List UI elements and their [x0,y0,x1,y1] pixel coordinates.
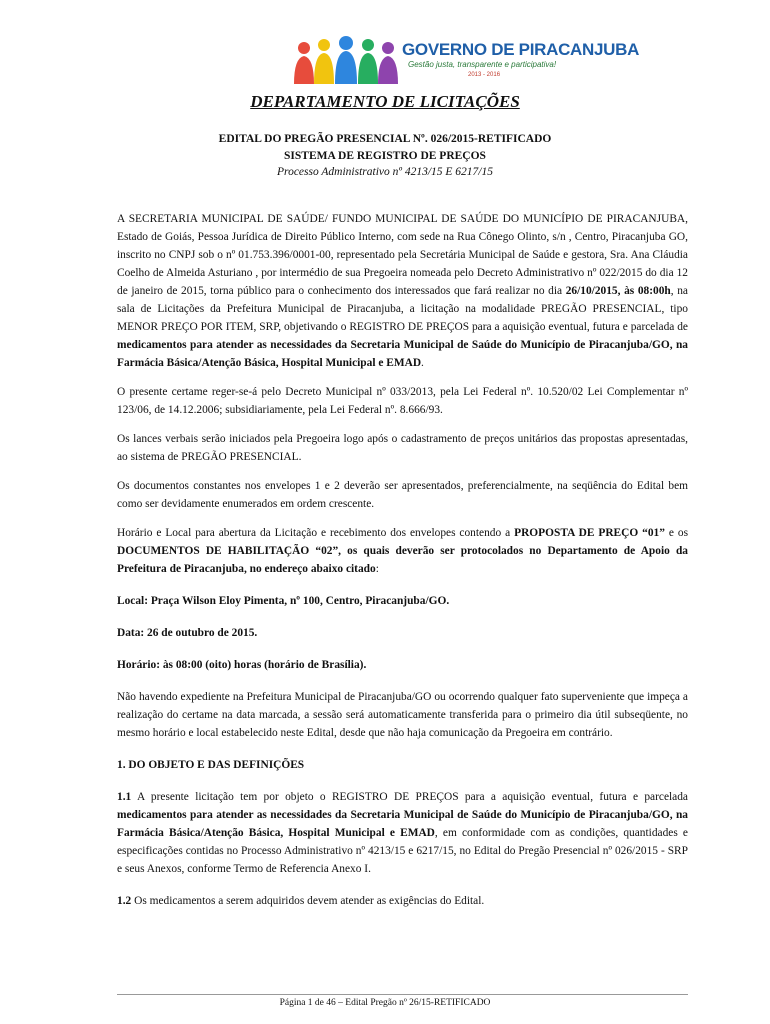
local-line: Local: Praça Wilson Eloy Pimenta, nº 100, Centro, Piracanjuba/GO. [117,595,450,607]
municipal-logo [290,36,640,86]
opening-paragraph: Horário e Local para abertura da Licitação e recebimento dos envelopes contendo a PROPOSTA DE PREÇO “01” e os DOCUMENTOS DE HABILITAÇÃO “02”, os quais deverão ser protocolados no Departamento de Apoio da Prefeitura de Piracanjuba, no endereço abaixo citado: [117,527,689,575]
legal-basis-paragraph: O presente certame reger-se-á pelo Decreto Municipal nº 033/2013, pela Lei Federal nº. 10.520/02 Lei Complementar nº 123/06, de 14.12.2006; subsidiariamente, pela Lei Federal nº. 8.666/93. [117,386,688,416]
logo-slogan: Gestão justa, transparente e participativa! [408,60,557,69]
process-number: Processo Administrativo nº 4213/15 E 6217/15 [277,166,493,178]
system-title: SISTEMA DE REGISTRO DE PREÇOS [284,150,486,162]
people-emblem-icon [290,36,402,86]
time-line: Horário: às 08:00 (oito) horas (horário de Brasília). [117,659,367,671]
date-line: Data: 26 de outubro de 2015. [117,627,258,639]
clause-1-1: 1.1 A presente licitação tem por objeto o REGISTRO DE PREÇOS para a aquisição eventual, futura e parcelada medicamentos para atender as necessidades da Secretaria Municipal de Saúde do Município de Piracanjuba/GO, na Farmácia Básica/Atenção Básica, Hospital Municipal e EMAD, em conformidade com as condições, quantidades e especificações contidas no Processo Administrativo nº 4213/15 e 6217/15, no Edital do Pregão Presencial nº 026/2015 - SRP e seus Anexos, conforme Termo de Referencia Anexo I. [117,791,688,875]
transfer-paragraph: Não havendo expediente na Prefeitura Municipal de Piracanjuba/GO ou ocorrendo qualquer fato superveniente que impeça a realização do certame na data marcada, a sessão será automaticamente transferida para o primeiro dia útil subseqüente, no mesmo horário e local estabelecido neste Edital, desde que não haja comunicação da Pregoeira em contrário. [117,691,688,739]
edital-title: EDITAL DO PREGÃO PRESENCIAL Nº. 026/2015-RETIFICADO [218,133,552,145]
document-body [117,210,688,910]
page-footer: Página 1 de 46 – Edital Pregão nº 26/15-RETIFICADO [279,998,491,1008]
intro-paragraph: A SECRETARIA MUNICIPAL DE SAÚDE/ FUNDO MUNICIPAL DE SAÚDE DO MUNICÍPIO DE PIRACANJUBA, Estado de Goiás, Pessoa Jurídica de Direito Público Interno, com sede na Rua Cônego Olinto, s/n , Centro, Piracanjuba GO, inscrito no CNPJ sob o nº 01.753.396/0001-00, representado pela Secretária Municipal de Saúde e gestora, Sra. Ana Cláudia Coelho de Almeida Asturiano , por intermédio de sua Pregoeira nomeada pelo Decreto Administrativo nº 022/2015 do dia 12 de janeiro de 2015, torna público para o conhecimento dos interessados que fará realizar no dia 26/10/2015, às 08:00h, na sala de Licitações da Prefeitura Municipal de Piracanjuba, a licitação na modalidade PREGÃO PRESENCIAL, tipo MENOR PREÇO POR ITEM, SRP, objetivando o REGISTRO DE PREÇOS para a aquisição eventual, futura e parcelada de medicamentos para atender as necessidades da Secretaria Municipal de Saúde do Município de Piracanjuba/GO, na Farmácia Básica/Atenção Básica, Hospital Municipal e EMAD. [117,213,688,369]
documents-paragraph: Os documentos constantes nos envelopes 1 e 2 deverão ser apresentados, preferencialmente, na seqüência do Edital bem como ser devidamente enumerados em ordem crescente. [117,480,688,510]
footer-divider [117,994,688,995]
clause-1-2: 1.2 Os medicamentos a serem adquiridos devem atender as exigências do Edital. [117,895,485,907]
bids-paragraph: Os lances verbais serão iniciados pela Pregoeira logo após o cadastramento de preços unitários das propostas apresentadas, ao sistema de PREGÃO PRESENCIAL. [117,433,688,463]
department-title: DEPARTAMENTO DE LICITAÇÕES [250,92,520,111]
logo-years: 2013 - 2016 [468,72,501,78]
section-1-heading: 1. DO OBJETO E DAS DEFINIÇÕES [117,759,305,771]
logo-title: GOVERNO DE PIRACANJUBA [402,40,640,59]
